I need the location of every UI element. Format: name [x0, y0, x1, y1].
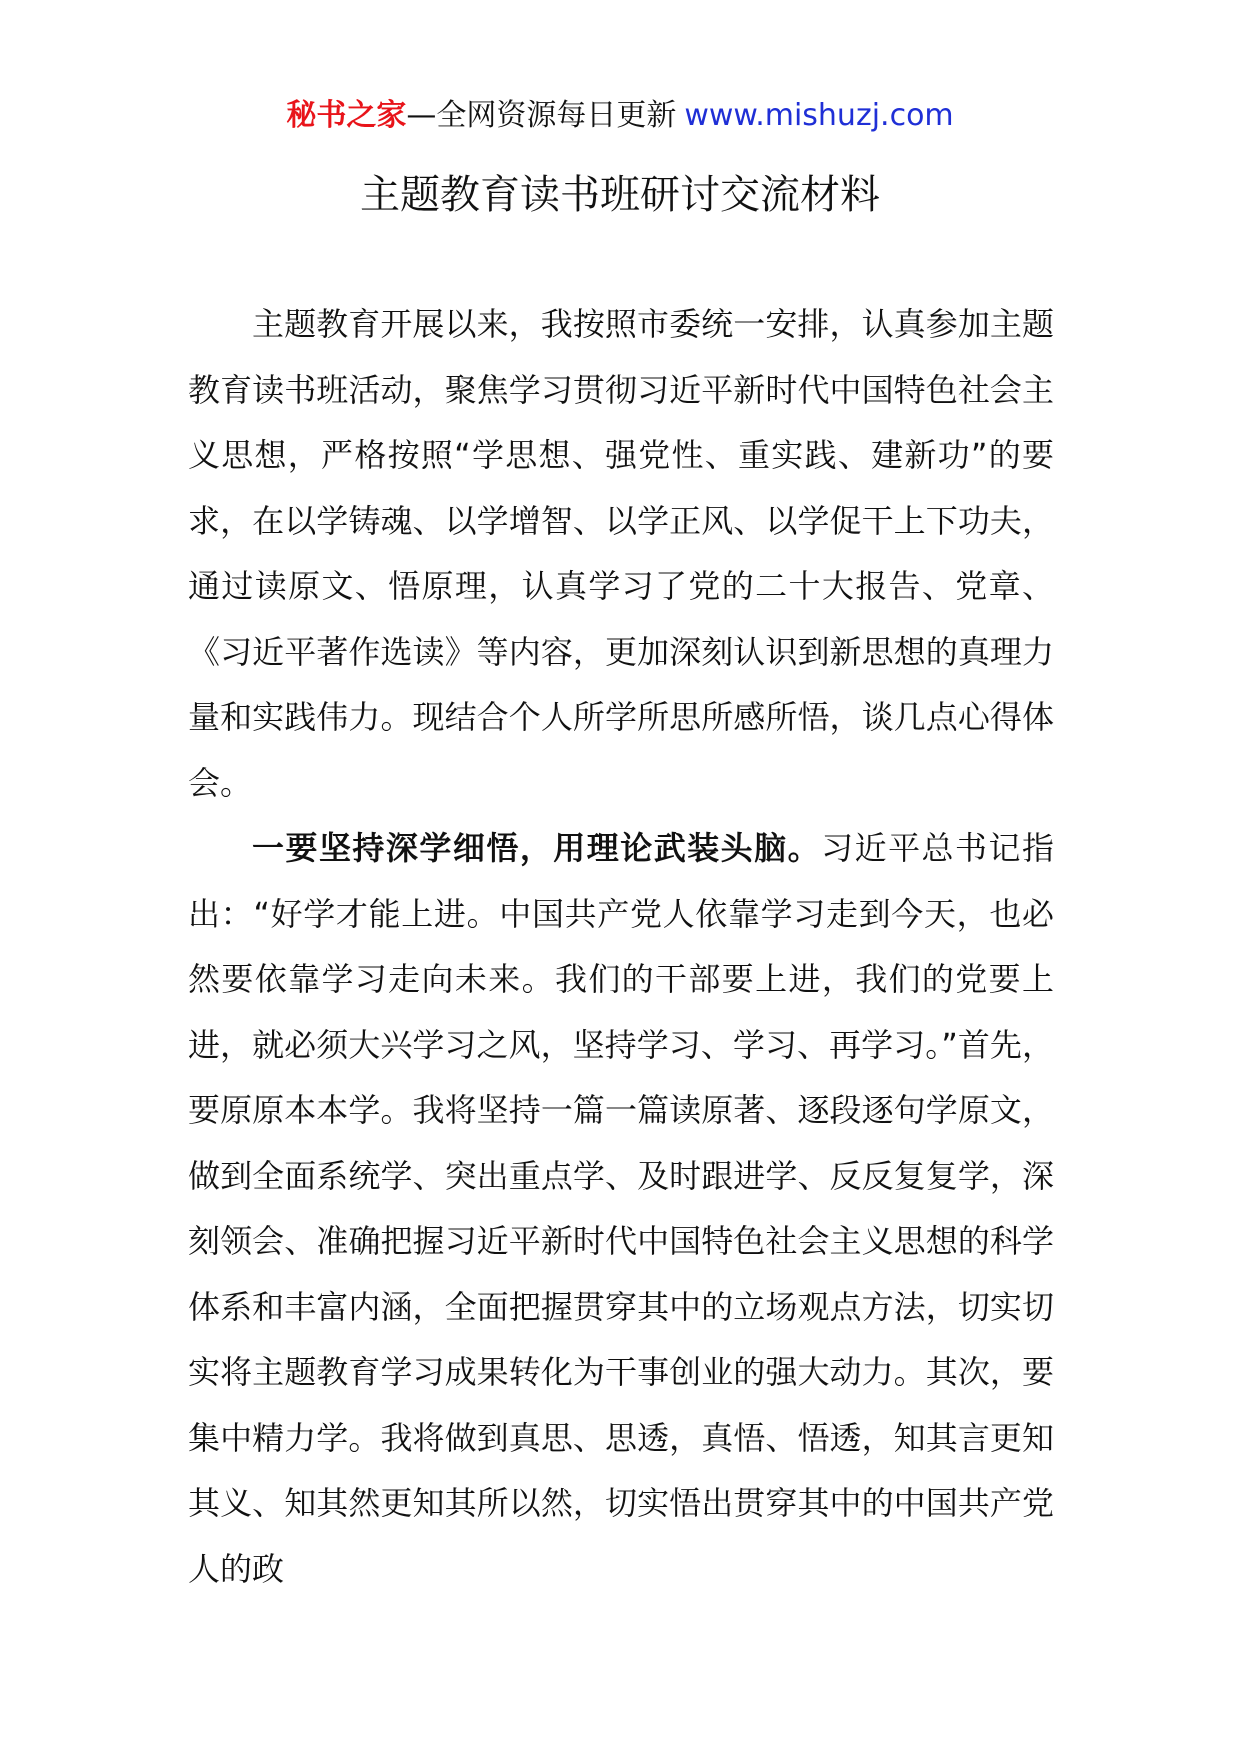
section-one-text: 习近平总书记指出：“好学才能上进。中国共产党人依靠学习走到今天，也必然要依靠学习走向未来。我们的干部要上进，我们的党要上进，就必须大兴学习之风，坚持学习、学习、再学习。”首先，要原原本本学。我将坚持一篇一篇读原著、逐段逐句学原文，做到全面系统学、突出重点学、及时跟进学、反反复复学，深刻领会、准确把握习近平新时代中国特色社会主义思想的科学体系和丰富内涵，全面把握贯穿其中的立场观点方法，切实切实将主题教育学习成果转化为干事创业的强大动力。其次，要集中精力学。我将做到真思、思透，真悟、悟透，知其言更知其义、知其然更知其所以然，切实悟出贯穿其中的中国共产党人的政	[188, 829, 1054, 1588]
document-body	[188, 292, 1054, 1602]
section-one-heading: 一要坚持深学细悟，用理论武装头脑。	[252, 829, 822, 867]
site-header	[0, 96, 1240, 136]
paragraph-section-one	[188, 816, 1054, 1602]
site-url-link[interactable]: www.mishuzj.com	[684, 98, 954, 133]
brand-name: 秘书之家	[286, 98, 407, 133]
header-tagline: —全网资源每日更新	[406, 98, 677, 133]
paragraph-intro: 主题教育开展以来，我按照市委统一安排，认真参加主题教育读书班活动，聚焦学习贯彻习近平新时代中国特色社会主义思想，严格按照“学思想、强党性、重实践、建新功”的要求，在以学铸魂、以学增智、以学正风、以学促干上下功夫，通过读原文、悟原理，认真学习了党的二十大报告、党章、《习近平著作选读》等内容，更加深刻认识到新思想的真理力量和实践伟力。现结合个人所学所思所感所悟，谈几点心得体会。	[188, 305, 1054, 802]
document-title: 主题教育读书班研讨交流材料	[360, 172, 880, 218]
